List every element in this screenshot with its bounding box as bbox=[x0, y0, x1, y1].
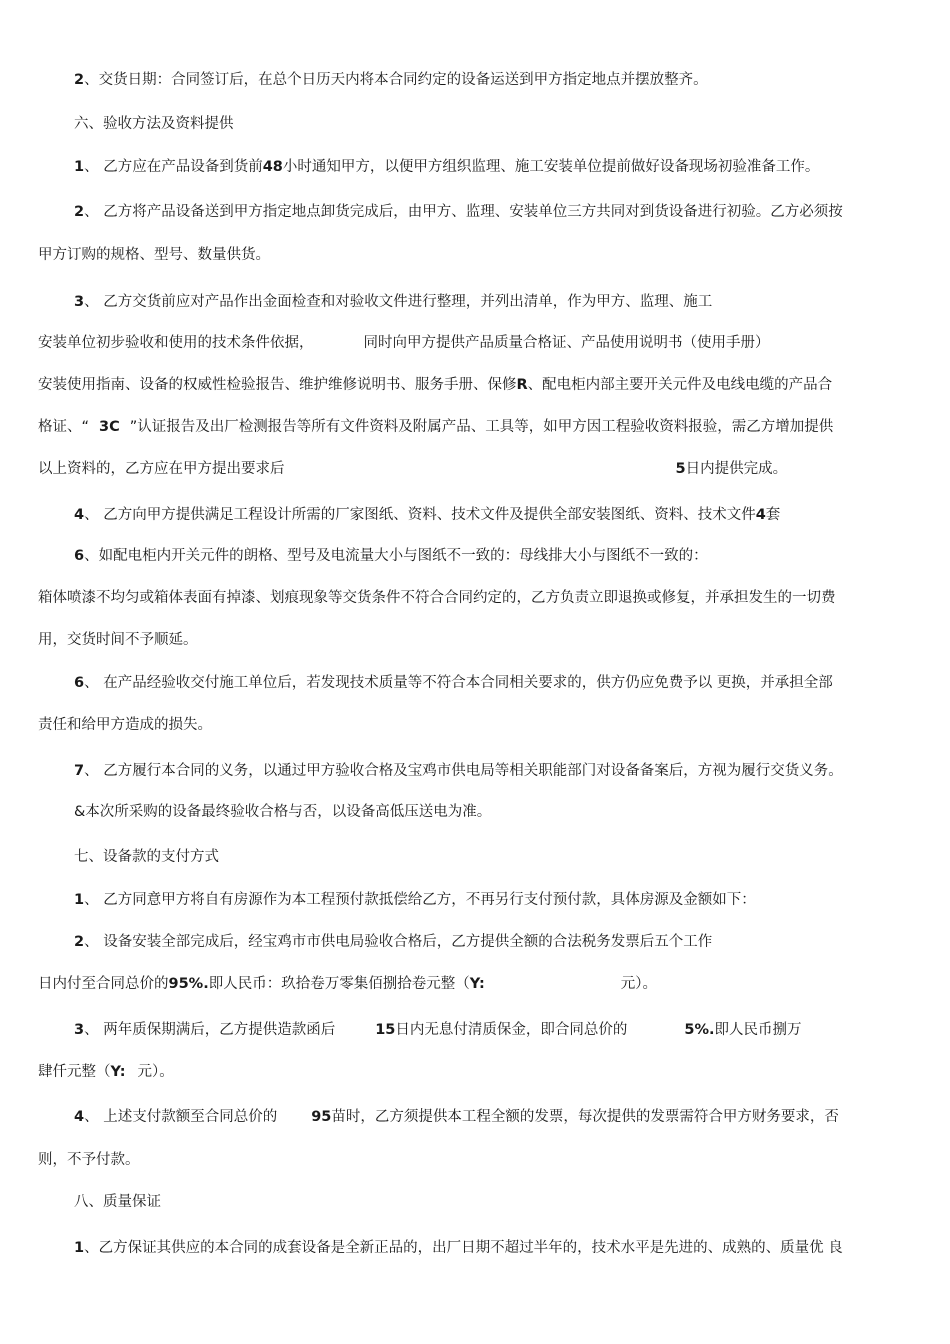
acceptance-clause-6a: 6、如配电柜内开关元件的朗格、型号及电流量大小与图纸不一致的：母线排大小与图纸不一致的： bbox=[74, 548, 708, 564]
acceptance-clause-2-cont: 甲方订购的规格、型号、数量供货。 bbox=[38, 247, 270, 263]
acceptance-clause-7: 7、 乙方履行本合同的义务，以通过甲方验收合格及宝鸡市供电局等相关职能部门对设备备案后，方视为履行交货义务。 bbox=[74, 763, 843, 779]
acceptance-clause-3-cont-b: 安装使用指南、设备的权威性检验报告、维护维修说明书、服务手册、保修R、配电柜内部主要开关元件及电线电缆的产品合 bbox=[38, 377, 833, 393]
acceptance-clause-8: &本次所采购的设备最终验收合格与否，以设备高低压送电为准。 bbox=[74, 804, 492, 820]
acceptance-clause-3-cont-c: 格证、“ 3C ”认证报告及出厂检测报告等所有文件资料及附属产品、工具等，如甲方因工程验收资料报验，需乙方增加提供 bbox=[38, 419, 834, 435]
section-heading-acceptance: 六、验收方法及资料提供 bbox=[74, 116, 234, 132]
acceptance-clause-6a-cont: 箱体喷漆不均匀或箱体表面有掉漆、划痕现象等交货条件不符合合同约定的，乙方负责立即退换或修复，并承担发生的一切费 bbox=[38, 590, 836, 606]
payment-clause-3: 3、 两年质保期满后，乙方提供造款函后 15日内无息付清质保金，即合同总价的 5%.即人民币捌万 bbox=[74, 1022, 802, 1038]
delivery-date-clause: 2、交货日期：合同签订后，在总个日历天内将本合同约定的设备运送到甲方指定地点并摆放整齐。 bbox=[74, 72, 708, 88]
acceptance-clause-4: 4、 乙方向甲方提供满足工程设计所需的厂家图纸、资料、技术文件及提供全部安装图纸、资料、技术文件4套 bbox=[74, 507, 781, 523]
acceptance-clause-2: 2、 乙方将产品设备送到甲方指定地点卸货完成后，由甲方、监理、安装单位三方共同对到货设备进行初验。乙方必须按 bbox=[74, 204, 843, 220]
acceptance-clause-6a-cont-b: 用，交货时间不予顺延。 bbox=[38, 632, 198, 648]
acceptance-clause-3-cont-a: 安装单位初步验收和使用的技术条件依据， 同时向甲方提供产品质量合格证、产品使用说明书（使用手册） bbox=[38, 335, 770, 351]
acceptance-clause-3-cont-d: 以上资料的，乙方应在甲方提出要求后 5日内提供完成。 bbox=[38, 461, 788, 477]
section-heading-payment: 七、设备款的支付方式 bbox=[74, 849, 219, 865]
acceptance-clause-6b-cont: 责任和给甲方造成的损失。 bbox=[38, 717, 212, 733]
acceptance-clause-1: 1、 乙方应在产品设备到货前48小时通知甲方，以便甲方组织监理、施工安装单位提前做好设备现场初验准备工作。 bbox=[74, 159, 820, 175]
quality-clause-1: 1、乙方保证其供应的本合同的成套设备是全新正品的，出厂日期不超过半年的，技术水平是先进的、成熟的、质量优 良 bbox=[74, 1240, 843, 1256]
payment-clause-4-cont: 则，不予付款。 bbox=[38, 1152, 140, 1168]
acceptance-clause-3: 3、 乙方交货前应对产品作出金面检查和对验收文件进行整理，并列出清单，作为甲方、监理、施工 bbox=[74, 294, 713, 310]
payment-clause-2-cont: 日内付至合同总价的95%.即人民币：玖拾卷万零集佰捌拾卷元整（Y: 元）。 bbox=[38, 976, 658, 992]
payment-clause-1: 1、 乙方同意甲方将自有房源作为本工程预付款抵偿给乙方，不再另行支付预付款，具体房源及金额如下： bbox=[74, 892, 756, 908]
payment-clause-3-cont: 肆仟元整（Y: 元）。 bbox=[38, 1064, 174, 1080]
payment-clause-4: 4、 上述支付款额至合同总价的 95苗时，乙方须提供本工程全额的发票，每次提供的发票需符合甲方财务要求，否 bbox=[74, 1109, 839, 1125]
payment-clause-2: 2、 设备安装全部完成后，经宝鸡市市供电局验收合格后，乙方提供全额的合法税务发票后五个工作 bbox=[74, 934, 713, 950]
acceptance-clause-6b: 6、 在产品经验收交付施工单位后，若发现技术质量等不符合本合同相关要求的，供方仍应免费予以 更换，并承担全部 bbox=[74, 675, 833, 691]
section-heading-quality: 八、质量保证 bbox=[74, 1194, 161, 1210]
